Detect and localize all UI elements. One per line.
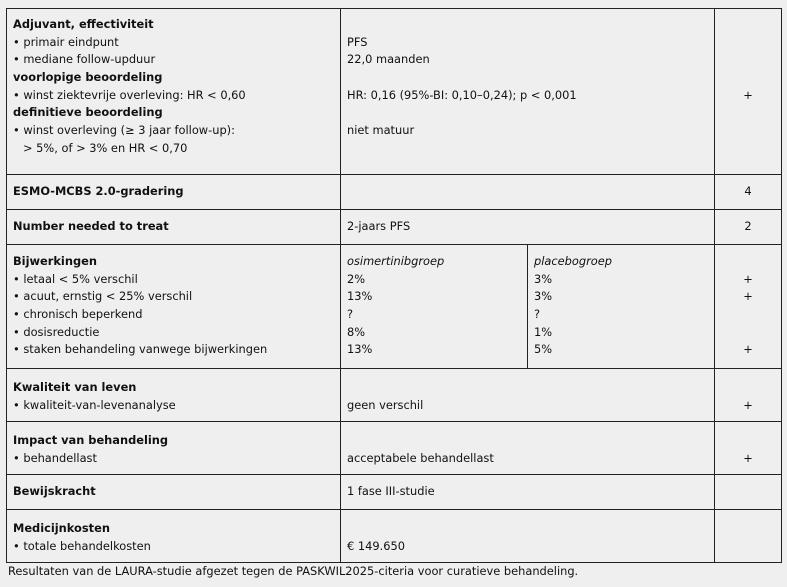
evidence-score xyxy=(715,483,781,501)
nnt-label-cell xyxy=(7,210,341,245)
final-value: niet matuur xyxy=(347,123,415,138)
costs-title: Medicijnkosten xyxy=(13,521,110,535)
paskwil-table xyxy=(6,8,782,563)
se-acuut-label: • acuut, ernstig < 25% verschil xyxy=(13,289,193,304)
evidence-label-cell xyxy=(7,475,341,510)
nnt-label: Number needed to treat xyxy=(13,219,169,234)
evidence-value: 1 fase III-studie xyxy=(347,484,435,499)
quality-label: • kwaliteit-van-levenanalyse xyxy=(13,397,176,412)
nnt-score: 2 xyxy=(744,219,752,234)
final-label-1: • winst overleving (≥ 3 jaar follow-up): xyxy=(13,123,235,138)
costs-label: • totale behandelkosten xyxy=(13,538,151,553)
costs-value-cell xyxy=(341,510,715,563)
final-label-2: > 5%, of > 3% en HR < 0,70 xyxy=(23,140,188,155)
esmo-value-cell xyxy=(341,175,715,210)
se-staken-v1: 13% xyxy=(347,342,373,357)
primary-endpoint-label: • primair eindpunt xyxy=(13,34,119,49)
followup-label: • mediane follow-upduur xyxy=(13,52,156,67)
prelim-label: • winst ziektevrije overleving: HR < 0,60 xyxy=(13,87,246,102)
se-chronisch-v2: ? xyxy=(534,307,541,322)
final-title: definitieve beoordeling xyxy=(13,105,163,120)
impact-value: acceptabele behandellast xyxy=(347,450,494,465)
costs-score-cell xyxy=(715,510,782,563)
primary-endpoint-value: PFS xyxy=(347,34,368,49)
row-side-effects xyxy=(7,245,782,369)
se-letaal-v2: 3% xyxy=(534,271,553,286)
costs-score xyxy=(715,538,781,556)
se-dosis-score xyxy=(715,324,781,342)
se-dosis-label: • dosisreductie xyxy=(13,324,100,339)
impact-score: + xyxy=(743,450,753,465)
row-costs xyxy=(7,510,782,563)
se-staken-v2: 5% xyxy=(534,342,553,357)
row-evidence xyxy=(7,475,782,510)
esmo-score-cell xyxy=(715,175,782,210)
side-effects-criteria-cell xyxy=(7,245,341,369)
se-letaal-label: • letaal < 5% verschil xyxy=(13,271,138,286)
esmo-score: 4 xyxy=(744,184,752,199)
se-chronisch-score xyxy=(715,306,781,324)
osimertinib-header: osimertinibgroep xyxy=(347,254,445,268)
impact-score-cell xyxy=(715,422,782,475)
quality-title: Kwaliteit van leven xyxy=(13,380,137,394)
impact-criteria-cell xyxy=(7,422,341,475)
esmo-label-cell xyxy=(7,175,341,210)
se-acuut-v2: 3% xyxy=(534,289,553,304)
impact-value-cell xyxy=(341,422,715,475)
side-effects-score-cell xyxy=(715,245,782,369)
quality-value: geen verschil xyxy=(347,397,424,412)
quality-value-cell xyxy=(341,369,715,422)
se-staken-score: + xyxy=(743,342,753,357)
table-caption: Resultaten van de LAURA-studie afgezet tegen de PASKWIL2025-citeria voor curatieve behandeling. xyxy=(8,564,579,578)
row-adjuvant xyxy=(7,9,782,175)
nnt-value-cell xyxy=(341,210,715,245)
followup-value: 22,0 maanden xyxy=(347,52,430,67)
adjuvant-title: Adjuvant, effectiviteit xyxy=(13,17,154,31)
evidence-score-cell xyxy=(715,475,782,510)
prelim-value: HR: 0,16 (95%-BI: 0,10–0,24); p < 0,001 xyxy=(347,87,577,102)
se-dosis-v2: 1% xyxy=(534,324,553,339)
se-letaal-score: + xyxy=(743,271,753,286)
nnt-value: 2-jaars PFS xyxy=(347,219,411,234)
evidence-label: Bewijskracht xyxy=(13,484,96,499)
row-nnt xyxy=(7,210,782,245)
side-effects-title: Bijwerkingen xyxy=(13,254,97,268)
adjuvant-score: + xyxy=(743,87,753,102)
evidence-value-cell xyxy=(341,475,715,510)
row-esmo xyxy=(7,175,782,210)
se-acuut-v1: 13% xyxy=(347,289,373,304)
side-effects-placebo-cell xyxy=(528,245,715,369)
quality-criteria-cell xyxy=(7,369,341,422)
side-effects-osimertinib-cell xyxy=(341,245,528,369)
row-quality xyxy=(7,369,782,422)
adjuvant-score-cell xyxy=(715,9,782,175)
se-acuut-score: + xyxy=(743,289,753,304)
placebo-header: placebogroep xyxy=(534,254,612,268)
impact-label: • behandellast xyxy=(13,450,97,465)
se-letaal-v1: 2% xyxy=(347,271,366,286)
esmo-value xyxy=(347,183,708,201)
adjuvant-criteria-cell xyxy=(7,9,341,175)
quality-score-cell xyxy=(715,369,782,422)
quality-score: + xyxy=(743,397,753,412)
adjuvant-values-cell xyxy=(341,9,715,175)
costs-criteria-cell xyxy=(7,510,341,563)
se-chronisch-v1: ? xyxy=(347,307,354,322)
se-staken-label: • staken behandeling vanwege bijwerkingen xyxy=(13,342,268,357)
esmo-label: ESMO-MCBS 2.0-gradering xyxy=(13,184,184,199)
costs-value: € 149.650 xyxy=(347,538,405,553)
se-chronisch-label: • chronisch beperkend xyxy=(13,307,143,322)
nnt-score-cell xyxy=(715,210,782,245)
row-impact xyxy=(7,422,782,475)
impact-title: Impact van behandeling xyxy=(13,433,169,447)
prelim-title: voorlopige beoordeling xyxy=(13,70,163,85)
se-dosis-v1: 8% xyxy=(347,324,366,339)
